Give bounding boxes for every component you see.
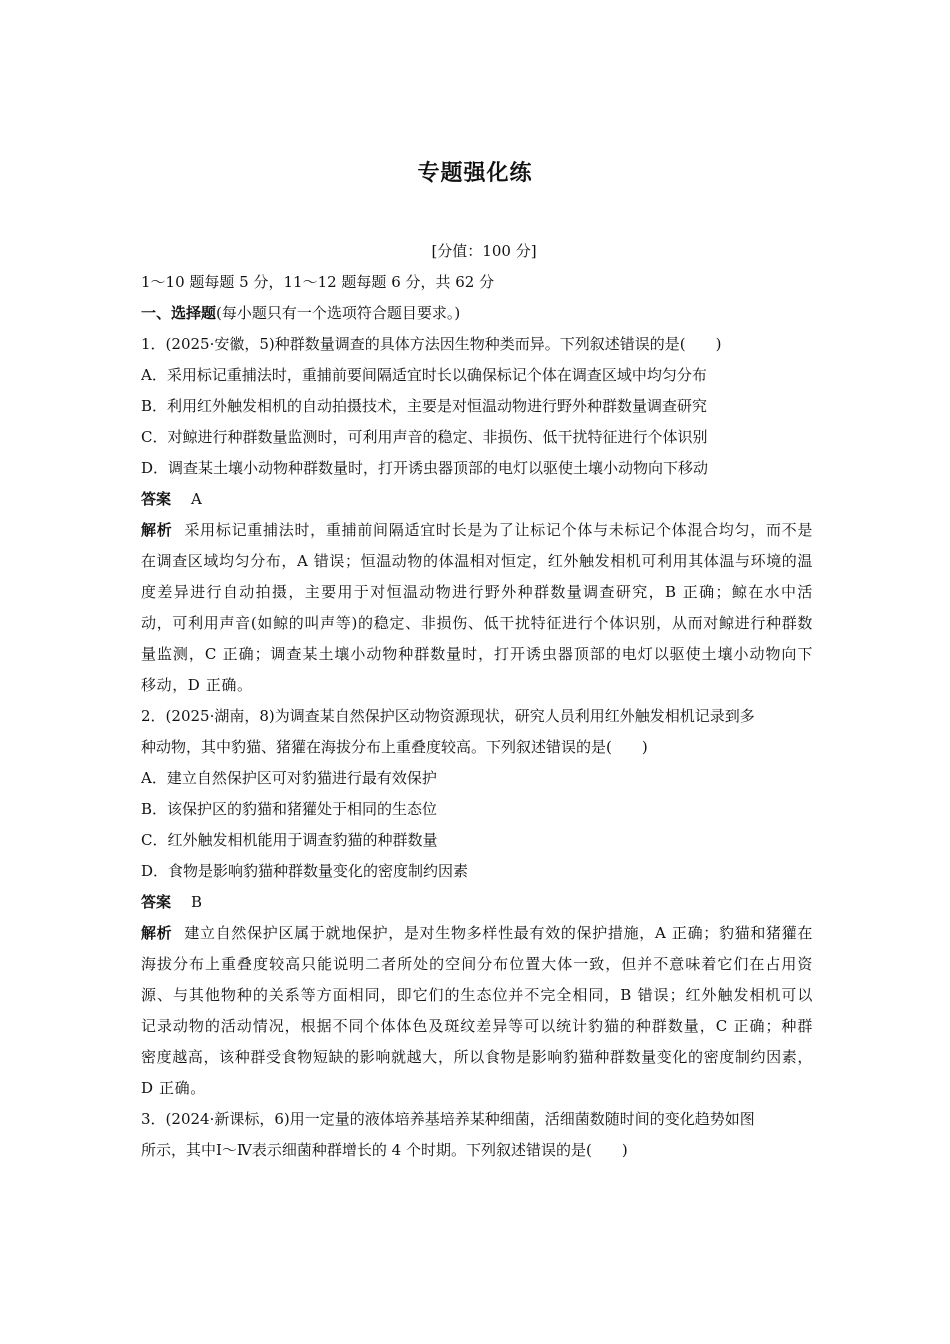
question-stem: 1．(2025·安徽，5)种群数量调查的具体方法因生物种类而异。下列叙述错误的是( ) bbox=[141, 335, 722, 353]
analysis bbox=[141, 515, 813, 701]
option-d: D．食物是影响豹猫种群数量变化的密度制约因素 bbox=[141, 862, 469, 880]
option-c: C．对鲸进行种群数量监测时，可利用声音的稳定、非损伤、低干扰特征进行个体识别 bbox=[141, 428, 708, 446]
question-1 bbox=[141, 329, 813, 701]
option-b: B．该保护区的豹猫和猪獾处于相同的生态位 bbox=[141, 800, 438, 818]
answer-value: A bbox=[191, 490, 202, 508]
analysis-label: 解析 bbox=[141, 521, 173, 539]
answer-value: B bbox=[191, 893, 203, 911]
score-rule: 1～10 题每题 5 分，11～12 题每题 6 分，共 62 分 bbox=[141, 273, 495, 291]
page-title: 专题强化练 bbox=[417, 161, 533, 186]
option-a: A．采用标记重捕法时，重捕前要间隔适宜时长以确保标记个体在调查区域中均匀分布 bbox=[141, 366, 707, 384]
option-d: D．调查某土壤小动物种群数量时，打开诱虫器顶部的电灯以驱使土壤小动物向下移动 bbox=[141, 459, 709, 477]
question-stem-line-1: 3．(2024·新课标，6)用一定量的液体培养基培养某种细菌，活细菌数随时间的变化趋势如图 bbox=[141, 1110, 755, 1128]
question-2 bbox=[141, 701, 813, 1104]
option-c: C．红外触发相机能用于调查豹猫的种群数量 bbox=[141, 831, 438, 849]
analysis-label: 解析 bbox=[141, 924, 173, 942]
analysis-text: 建立自然保护区属于就地保护，是对生物多样性最有效的保护措施，A 正确；豹猫和猪獾在海拔分布上重叠度较高只能说明二者所处的空间分布位置大体一致，但并不意味着它们在占用资源、与其他物种的关系等方面相同，即它们的生态位并不完全相同，B 错误；红外触发相机可以记录动物的活动情况，根据不同个体体色及斑纹差异等可以统计豹猫的种群数量，C 正确；种群密度越高，该种群受食物短缺的影响就越大，所以食物是影响豹猫种群数量变化的密度制约因素，D 正确。 bbox=[141, 924, 813, 1097]
content-body bbox=[141, 236, 813, 1166]
answer-label: 答案 bbox=[141, 893, 172, 911]
score-total: [分值：100 分] bbox=[431, 242, 537, 260]
option-b: B．利用红外触发相机的自动拍摄技术，主要是对恒温动物进行野外种群数量调查研究 bbox=[141, 397, 708, 415]
question-stem-line-2: 所示，其中Ⅰ～Ⅳ表示细菌种群增长的 4 个时期。下列叙述错误的是( ) bbox=[141, 1141, 628, 1159]
question-3 bbox=[141, 1104, 813, 1166]
section-note: (每小题只有一个选项符合题目要求。) bbox=[216, 304, 461, 322]
question-stem-line-2: 种动物，其中豹猫、猪獾在海拔分布上重叠度较高。下列叙述错误的是( ) bbox=[141, 738, 648, 756]
answer-row bbox=[141, 484, 813, 515]
question-stem-line-1: 2．(2025·湖南，8)为调查某自然保护区动物资源现状，研究人员利用红外触发相机记录到多 bbox=[141, 707, 755, 725]
section-heading bbox=[141, 298, 813, 329]
answer-label: 答案 bbox=[141, 490, 172, 508]
section-title: 一、选择题 bbox=[141, 304, 217, 322]
analysis-text: 采用标记重捕法时，重捕前间隔适宜时长是为了让标记个体与未标记个体混合均匀，而不是在调查区域均匀分布，A 错误；恒温动物的体温相对恒定，红外触发相机可利用其体温与环境的温度差异进行自动拍摄，主要用于对恒温动物进行野外种群数量调查研究，B 正确；鲸在水中活动，可利用声音(如鲸的叫声等)的稳定、非损伤、低干扰特征进行个体识别，从而对鲸进行种群数量监测，C 正确；调查某土壤小动物种群数量时，打开诱虫器顶部的电灯以驱使土壤小动物向下移动，D 正确。 bbox=[141, 521, 814, 694]
analysis bbox=[141, 918, 813, 1104]
option-a: A．建立自然保护区可对豹猫进行最有效保护 bbox=[141, 769, 437, 787]
answer-row bbox=[141, 887, 813, 918]
